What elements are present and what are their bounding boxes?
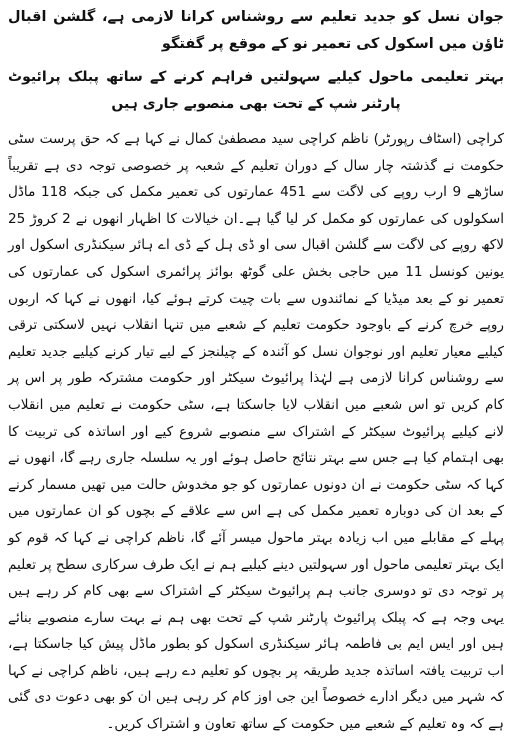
article-headline: جوان نسل کو جدید تعلیم سے روشناس کرانا لازمی ہے، گلشن اقبال ٹاؤن میں اسکول کی تعمیر نو کے موقع پر گفتگو bbox=[8, 9, 504, 52]
article-body: کراچی (اسٹاف رپورٹر) ناظم کراچی سید مصطفیٰ کمال نے کہا ہے کہ حق پرست سٹی حکومت نے گذشتہ چار سال کے دوران تعلیم کے شعبہ پر خصوصی توجہ دی ہے تقریباً ساڑھے 9 ارب روپے کی لاگت سے 451 عمارتوں کی تعمیر مکمل کی جبکہ 118 ماڈل اسکولوں کی عمارتوں کو مکمل کر لیا گیا ہے۔ان خیالات کا اظہار انھوں نے 2 کروڑ 25 لاکھ روپے کی لاگت سے گلشن اقبال سی او ڈی ہل کے ڈی اے ہائر سیکنڈری اسکول اور یونین کونسل 11 میں حاجی بخش علی گوٹھ بوائز پرائمری اسکول کی عمارتوں کی تعمیر نو کے بعد میڈیا کے نمائندوں سے بات چیت کرتے ہوئے کیا، انھوں نے کہا کہ اربوں روپے خرچ کرنے کے باوجود حکومت تعلیم کے شعبے میں تنہا انقلاب نہیں لاسکتی ترقی کیلیے معیار تعلیم اور نوجوان نسل کو آئندہ کے چیلنجز کے لیے تیار کرنے کیلیے جدید تعلیم سے روشناس کرانا لازمی ہے لہٰذا پرائیوٹ سیکٹر اور حکومت مشترکہ طور پر اس پر کام کریں تو اس شعبے میں انقلاب لایا جاسکتا ہے، سٹی حکومت نے تعلیم میں انقلاب لانے کیلیے پرائیوٹ سیکٹر کے اشتراک سے منصوبے شروع کیے اور اساتذہ کی تربیت کا بھی اہتمام کیا ہے جس سے بہتر نتائج حاصل ہوئے اور یہ سلسلہ جاری رہے گا، انھوں نے کہا کہ سٹی حکومت نے ان دونوں عمارتوں کو جو مخدوش حالت میں تھیں مسمار کرنے کے بعد ان کی دوبارہ تعمیر مکمل کی ہے اس سے علاقے کے بچوں کو ان عمارتوں میں پہلے کے مقابلے میں اب زیادہ بہتر ماحول میسر آئے گا، ناظم کراچی نے کہا کہ قوم کو ایک بہتر تعلیمی ماحول اور سہولتیں دینے کیلیے ہم نے ایک طرف سرکاری سطح پر تعلیم پر توجہ دی تو دوسری جانب ہم پرائیوٹ سیکٹر کے اشتراک سے بھی کام کر رہے ہیں یہی وجہ ہے کہ پبلک پرائیوٹ پارٹنر شپ کے تحت بھی ہم نے بہت سارے منصوبے بنائے ہیں اور ایس ایم بی فاطمہ ہائر سیکنڈری اسکول کو بطور ماڈل پیش کیا جاسکتا ہے، اب تربیت یافتہ اساتذہ جدید طریقہ پر بچوں کو تعلیم دے رہے ہیں، ناظم کراچی نے کہا کہ شہر میں دیگر ادارے خصوصاً این جی اوز کام کر رہی ہیں ان کو بھی دعوت دی گئی ہے کہ وہ تعلیم کے شعبے میں حکومت کے ساتھ تعاون و اشتراک کریں۔ bbox=[8, 131, 504, 733]
article-subheadline: بہتر تعلیمی ماحول کیلیے سہولتیں فراہم کرنے کے ساتھ پبلک پرائیوٹ پارٹنر شپ کے تحت بھی منصوبے جاری ہیں bbox=[8, 69, 504, 112]
